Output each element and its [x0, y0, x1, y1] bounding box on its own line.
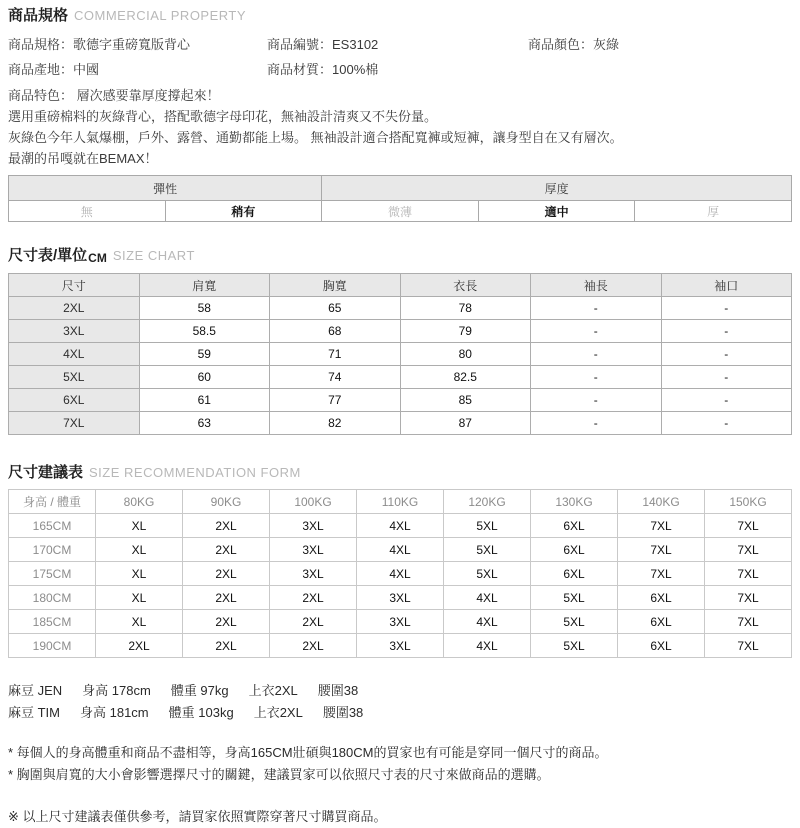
table-cell: 78	[400, 297, 531, 320]
product-description-line: 選用重磅棉料的灰綠背心，搭配歌德字母印花，無袖設計清爽又不失份量。	[8, 109, 438, 124]
column-header: 100KG	[270, 490, 357, 514]
model-height: 身高 178cm	[82, 683, 151, 698]
row-header: 190CM	[9, 634, 96, 658]
table-row	[9, 634, 792, 658]
table-row	[9, 389, 792, 412]
table-cell: 2XL	[183, 610, 270, 634]
table-cell: 4XL	[357, 514, 444, 538]
field-label: 商品規格：	[8, 37, 74, 52]
row-header: 165CM	[9, 514, 96, 538]
field-label: 商品材質：	[267, 62, 333, 77]
footnote-line: * 每個人的身高體重和商品不盡相等，身高165CM壯碩與180CM的買家也有可能是穿同一個尺寸的商品。	[8, 745, 608, 760]
table-cell: 3XL	[357, 610, 444, 634]
model-name: 麻豆 JEN	[8, 683, 63, 698]
table-cell: 2XL	[270, 610, 357, 634]
table-cell: 7XL	[618, 514, 705, 538]
section-title-en: COMMERCIAL PROPERTY	[74, 8, 247, 23]
table-cell: 2XL	[183, 562, 270, 586]
table-cell: 2XL	[183, 634, 270, 658]
size-chart-unit: CM	[88, 251, 107, 265]
product-feature-line: 商品特色： 層次感要靠厚度撐起來！	[8, 88, 220, 103]
column-header: 130KG	[531, 490, 618, 514]
column-header: 110KG	[357, 490, 444, 514]
table-cell: 3XL	[270, 562, 357, 586]
thickness-option-thick: 厚	[635, 201, 792, 222]
table-row	[9, 514, 792, 538]
table-row	[9, 412, 792, 435]
field-value: 歌德字重磅寬版背心	[73, 37, 191, 52]
table-cell: 5XL	[444, 514, 531, 538]
table-cell: 82	[270, 412, 401, 435]
table-cell: 5XL	[531, 610, 618, 634]
table-cell: XL	[96, 514, 183, 538]
column-header: 90KG	[183, 490, 270, 514]
thickness-option-medium-selected: 適中	[478, 201, 635, 222]
elasticity-option-slight-selected: 稍有	[165, 201, 322, 222]
table-row	[9, 586, 792, 610]
table-cell: 74	[270, 366, 401, 389]
field-product-number	[267, 36, 528, 53]
thickness-header: 厚度	[322, 176, 792, 201]
table-cell: -	[531, 297, 662, 320]
table-cell: 3XL	[357, 586, 444, 610]
table-row	[9, 320, 792, 343]
field-value: 中國	[73, 62, 100, 77]
table-cell: 4XL	[444, 586, 531, 610]
size-chart-title-zh: 尺寸表/單位	[8, 247, 88, 264]
table-cell: 7XL	[705, 586, 792, 610]
table-cell: 2XL	[183, 586, 270, 610]
table-cell: 61	[139, 389, 270, 412]
column-header: 袖口	[661, 274, 792, 297]
table-cell: XL	[96, 538, 183, 562]
table-cell: -	[661, 343, 792, 366]
product-description-line: 最潮的吊嘎就在BEMAX！	[8, 151, 158, 166]
model-name: 麻豆 TIM	[8, 705, 60, 720]
row-header: 3XL	[9, 320, 140, 343]
column-header: 袖長	[531, 274, 662, 297]
table-cell: 3XL	[270, 538, 357, 562]
table-cell: -	[531, 412, 662, 435]
table-cell: 3XL	[357, 634, 444, 658]
table-cell: XL	[96, 562, 183, 586]
field-product-material	[267, 61, 528, 78]
table-cell: -	[661, 320, 792, 343]
table-cell: -	[531, 389, 662, 412]
model-weight: 體重 97kg	[170, 683, 229, 698]
table-header-row	[9, 490, 792, 514]
table-row	[9, 538, 792, 562]
table-cell: 6XL	[531, 514, 618, 538]
field-label: 商品產地：	[8, 62, 74, 77]
section-title-zh: 商品規格	[8, 7, 69, 24]
section-title-size-recommendation	[8, 463, 792, 483]
table-cell: 87	[400, 412, 531, 435]
table-cell: 2XL	[270, 586, 357, 610]
size-chart-title-en: SIZE CHART	[112, 248, 195, 263]
table-row	[9, 610, 792, 634]
table-cell: 7XL	[705, 514, 792, 538]
table-header-row	[9, 274, 792, 297]
thickness-option-thin: 微薄	[322, 201, 479, 222]
table-cell: -	[531, 366, 662, 389]
elasticity-option-none: 無	[9, 201, 166, 222]
table-row	[9, 366, 792, 389]
elasticity-header: 彈性	[9, 176, 322, 201]
product-fields	[8, 36, 792, 78]
table-cell: 80	[400, 343, 531, 366]
table-cell: 63	[139, 412, 270, 435]
model-weight: 體重 103kg	[168, 705, 234, 720]
table-cell: 3XL	[270, 514, 357, 538]
column-header: 身高 / 體重	[9, 490, 96, 514]
table-cell: 5XL	[444, 538, 531, 562]
row-header: 180CM	[9, 586, 96, 610]
column-header: 140KG	[618, 490, 705, 514]
table-cell: 2XL	[183, 538, 270, 562]
model-waist: 腰圍38	[317, 683, 359, 698]
table-cell: 2XL	[183, 514, 270, 538]
table-cell: 4XL	[444, 610, 531, 634]
model-waist: 腰圍38	[322, 705, 364, 720]
row-header: 7XL	[9, 412, 140, 435]
product-description-line: 灰綠色今年人氣爆棚，戶外、露營、通勤都能上場。 無袖設計適合搭配寬褲或短褲，讓身型自在又有層次。	[8, 130, 623, 145]
table-cell: 58	[139, 297, 270, 320]
size-recommendation-title-zh: 尺寸建議表	[8, 464, 84, 481]
row-header: 5XL	[9, 366, 140, 389]
footnotes	[8, 742, 792, 786]
table-cell: 59	[139, 343, 270, 366]
table-cell: 85	[400, 389, 531, 412]
row-header: 4XL	[9, 343, 140, 366]
field-value: 灰綠	[593, 37, 620, 52]
field-value: ES3102	[332, 37, 379, 52]
table-cell: -	[661, 389, 792, 412]
model-line-jen	[8, 680, 792, 702]
table-cell: -	[661, 297, 792, 320]
field-product-spec	[8, 36, 267, 53]
table-cell: -	[661, 366, 792, 389]
table-cell: 4XL	[444, 634, 531, 658]
table-cell: 65	[270, 297, 401, 320]
row-header: 175CM	[9, 562, 96, 586]
table-cell: 7XL	[618, 538, 705, 562]
model-info	[8, 680, 792, 724]
section-title-product	[8, 6, 792, 26]
table-cell: -	[531, 320, 662, 343]
table-cell: 5XL	[531, 634, 618, 658]
field-value: 100%棉	[332, 62, 379, 77]
model-top-size: 上衣2XL	[253, 705, 303, 720]
field-label: 商品編號：	[267, 37, 333, 52]
table-cell: 6XL	[531, 538, 618, 562]
table-row	[9, 297, 792, 320]
table-cell: 7XL	[705, 562, 792, 586]
row-header: 6XL	[9, 389, 140, 412]
table-cell: 7XL	[705, 634, 792, 658]
field-label: 商品顏色：	[528, 37, 594, 52]
table-cell: 77	[270, 389, 401, 412]
size-chart-table	[8, 273, 792, 435]
table-cell: 6XL	[531, 562, 618, 586]
column-header: 尺寸	[9, 274, 140, 297]
column-header: 80KG	[96, 490, 183, 514]
table-cell: 5XL	[531, 586, 618, 610]
table-cell: 6XL	[618, 586, 705, 610]
size-recommendation-table	[8, 489, 792, 658]
table-row	[9, 343, 792, 366]
column-header: 胸寬	[270, 274, 401, 297]
column-header: 120KG	[444, 490, 531, 514]
table-cell: 82.5	[400, 366, 531, 389]
table-cell: -	[661, 412, 792, 435]
table-cell: 6XL	[618, 610, 705, 634]
row-header: 170CM	[9, 538, 96, 562]
table-cell: 2XL	[270, 634, 357, 658]
row-header: 185CM	[9, 610, 96, 634]
table-cell: -	[531, 343, 662, 366]
model-line-tim	[8, 702, 792, 724]
final-disclaimer: ※ 以上尺寸建議表僅供參考，請買家依照實際穿著尺寸購買商品。	[8, 809, 387, 824]
model-top-size: 上衣2XL	[248, 683, 298, 698]
row-header: 2XL	[9, 297, 140, 320]
field-product-origin	[8, 61, 267, 78]
column-header: 150KG	[705, 490, 792, 514]
table-cell: 60	[139, 366, 270, 389]
attribute-table	[8, 175, 792, 222]
column-header: 衣長	[400, 274, 531, 297]
column-header: 肩寬	[139, 274, 270, 297]
table-cell: 4XL	[357, 538, 444, 562]
table-cell: 2XL	[96, 634, 183, 658]
footnote-line: * 胸圍與肩寬的大小會影響選擇尺寸的關鍵，建議買家可以依照尺寸表的尺寸來做商品的選購。	[8, 767, 550, 782]
table-cell: XL	[96, 610, 183, 634]
attribute-value-row	[9, 201, 792, 222]
table-cell: 58.5	[139, 320, 270, 343]
table-cell: 7XL	[705, 610, 792, 634]
table-cell: 4XL	[357, 562, 444, 586]
table-cell: 6XL	[618, 634, 705, 658]
table-cell: 7XL	[618, 562, 705, 586]
table-row	[9, 562, 792, 586]
model-height: 身高 181cm	[80, 705, 149, 720]
field-product-color	[528, 36, 792, 53]
size-recommendation-title-en: SIZE RECOMMENDATION FORM	[89, 465, 301, 480]
table-cell: 5XL	[444, 562, 531, 586]
table-cell: XL	[96, 586, 183, 610]
attribute-header-row	[9, 176, 792, 201]
section-title-size-chart	[8, 246, 792, 266]
table-cell: 7XL	[705, 538, 792, 562]
table-cell: 79	[400, 320, 531, 343]
table-cell: 71	[270, 343, 401, 366]
table-cell: 68	[270, 320, 401, 343]
